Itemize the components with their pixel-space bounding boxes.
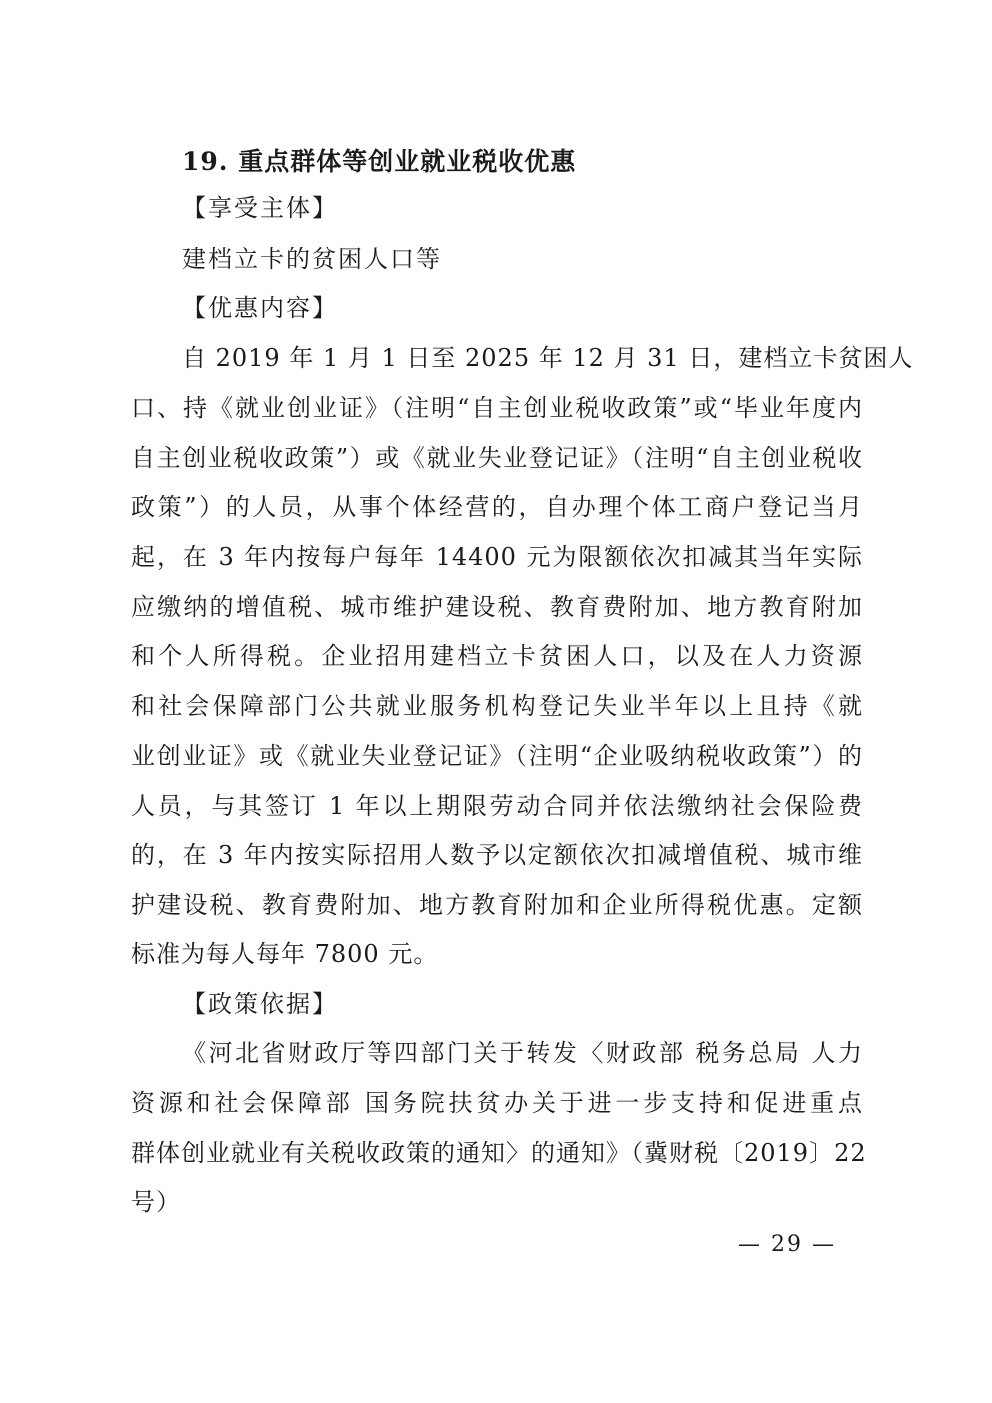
- section-heading: 19. 重点群体等创业就业税收优惠: [182, 147, 577, 176]
- content-line: 应缴纳的增值税、城市维护建设税、教育费附加、地方教育附加: [131, 593, 863, 621]
- content-line: 自主创业税收政策”）或《就业失业登记证》（注明“自主创业税收: [131, 444, 863, 472]
- content-line: 和社会保障部门公共就业服务机构登记失业半年以上且持《就: [131, 692, 863, 720]
- content-line: 自 2019 年 1 月 1 日至 2025 年 12 月 31 日，建档立卡贫困人: [182, 344, 914, 372]
- content-line: 口、持《就业创业证》（注明“自主创业税收政策”或“毕业年度内: [131, 394, 863, 422]
- basis-label: 【政策依据】: [182, 990, 338, 1018]
- basis-line: 资源和社会保障部 国务院扶贫办关于进一步支持和促进重点: [131, 1089, 863, 1117]
- content-line: 的，在 3 年内按实际招用人数予以定额依次扣减增值税、城市维: [131, 841, 863, 869]
- basis-line: 群体创业就业有关税收政策的通知〉的通知》（冀财税〔2019〕22: [131, 1139, 867, 1167]
- basis-line: 号）: [131, 1188, 181, 1216]
- subject-label: 【享受主体】: [182, 194, 338, 222]
- page-number: — 29 —: [738, 1232, 836, 1257]
- content-line: 政策”）的人员，从事个体经营的，自办理个体工商户登记当月: [131, 493, 863, 521]
- content-label: 【优惠内容】: [182, 294, 338, 322]
- content-line: 标准为每人每年 7800 元。: [131, 940, 439, 968]
- content-line: 和个人所得税。企业招用建档立卡贫困人口，以及在人力资源: [131, 642, 863, 670]
- basis-line: 《河北省财政厅等四部门关于转发〈财政部 税务总局 人力: [182, 1039, 863, 1067]
- content-line: 业创业证》或《就业失业登记证》（注明“企业吸纳税收政策”）的: [131, 742, 863, 770]
- subject-text: 建档立卡的贫困人口等: [182, 245, 442, 273]
- content-line: 护建设税、教育费附加、地方教育附加和企业所得税优惠。定额: [131, 891, 863, 919]
- content-line: 人员，与其签订 1 年以上期限劳动合同并依法缴纳社会保险费: [131, 792, 863, 820]
- content-line: 起，在 3 年内按每户每年 14400 元为限额依次扣减其当年实际: [131, 543, 863, 571]
